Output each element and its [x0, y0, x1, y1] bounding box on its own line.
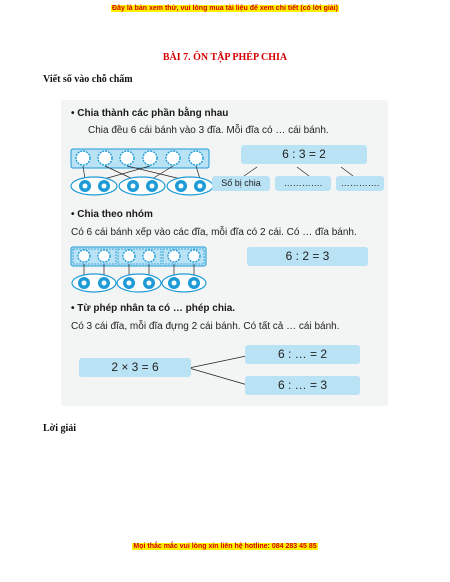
equation-6-div-blank-2: 6 : … = 2 — [245, 345, 360, 364]
blank-divisor: …………. — [275, 176, 331, 191]
section-equal-parts-heading: • Chia thành các phần bằng nhau — [71, 108, 229, 119]
section-equal-parts-text: Chia đều 6 cái bánh vào 3 đĩa. Mỗi đĩa có … cái bánh. — [88, 125, 329, 136]
section-groups-heading: • Chia theo nhóm — [71, 209, 153, 220]
lesson-title: BÀI 7. ÔN TẬP PHÉP CHIA — [162, 52, 288, 63]
exercise-panel — [61, 100, 388, 406]
exercise-instruction: Viết số vào chỗ chấm — [43, 74, 133, 85]
section-multiplication-text: Có 3 cái đĩa, mỗi đĩa đựng 2 cái bánh. Có tất cả … cái bánh. — [71, 321, 340, 332]
label-dividend: Số bị chia — [212, 176, 270, 191]
section-groups-text: Có 6 cái bánh xếp vào các đĩa, mỗi đĩa có 2 cái. Có … đĩa bánh. — [71, 227, 357, 238]
solution-heading: Lời giải — [43, 423, 77, 434]
equation-6-div-blank-3: 6 : … = 3 — [245, 376, 360, 395]
section-multiplication-heading: • Từ phép nhân ta có … phép chia. — [71, 303, 236, 314]
preview-banner: Đây là bản xem thử, vui lòng mua tài liệu để xem chi tiết (có lời giải) — [112, 5, 338, 12]
hotline-footer: Mọi thắc mắc vui lòng xin liên hệ hotline: 084 283 45 85 — [133, 543, 317, 550]
equation-2-times-3: 2 × 3 = 6 — [79, 358, 191, 377]
equation-6-div-3: 6 : 3 = 2 — [241, 145, 367, 164]
blank-quotient: …………. — [336, 176, 384, 191]
equation-6-div-2: 6 : 2 = 3 — [247, 247, 368, 266]
